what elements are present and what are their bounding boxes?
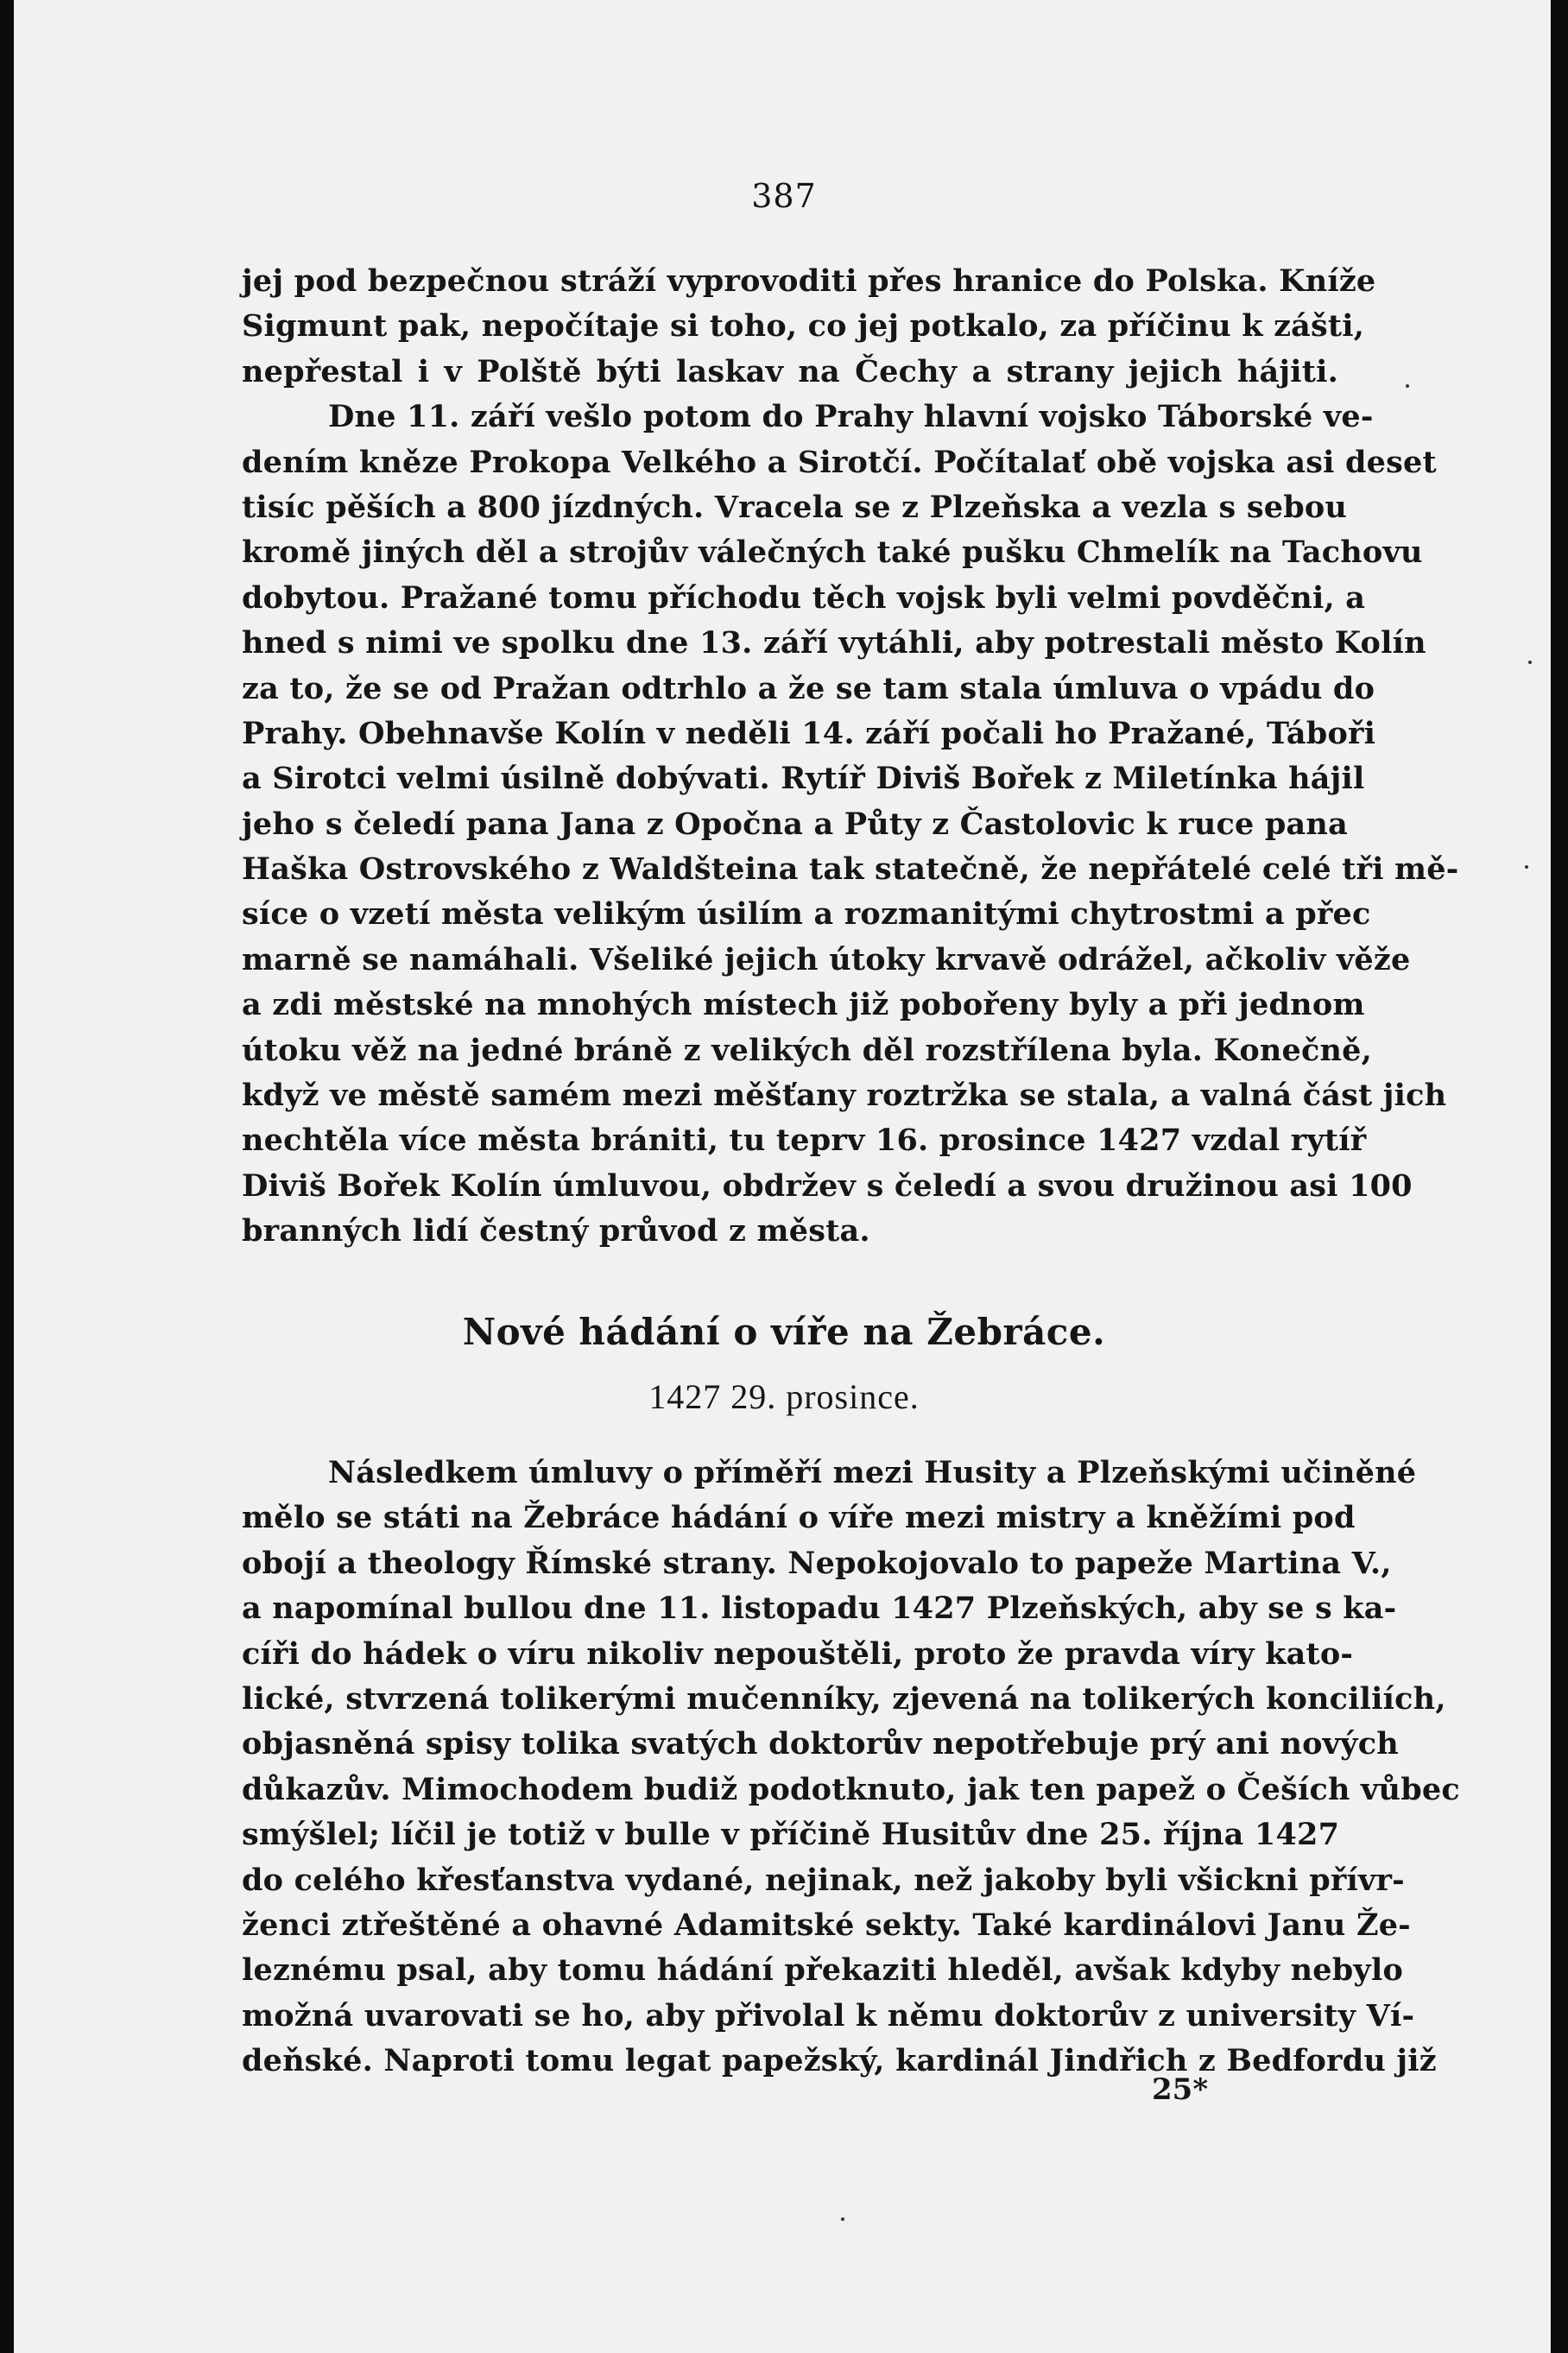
text-line: Sigmunt pak, nepočítaje si toho, co jej potkalo, za příčinu k zášti, bbox=[242, 308, 1365, 345]
text-line: leznému psal, aby tomu hádání překaziti hleděl, avšak kdyby nebylo bbox=[242, 1952, 1403, 1989]
text-line: a napomínal bullou dne 11. listopadu 1427 Plzeňských, aby se s ka- bbox=[242, 1591, 1397, 1627]
page-number: 387 bbox=[751, 177, 817, 215]
text-line: objasněná spisy tolika svatých doktorův nepotřebuje prý ani nových bbox=[242, 1726, 1399, 1762]
text-line: marně se namáhali. Všeliké jejich útoky krvavě odrážel, ačkoliv věže bbox=[242, 941, 1411, 977]
section-date: 1427 29. prosince. bbox=[648, 1377, 920, 1416]
text-line: Dne 11. září vešlo potom do Prahy hlavní vojsko Táborské ve- bbox=[328, 399, 1374, 435]
text-line: deňské. Naproti tomu legat papežský, kardinál Jindřich z Bedfordu již bbox=[242, 2043, 1437, 2079]
text-line: Následkem úmluvy o příměří mezi Husity a Plzeňskými učiněné bbox=[328, 1455, 1417, 1490]
text-line: mělo se státi na Žebráce hádání o víře mezi mistry a kněžími pod bbox=[242, 1500, 1356, 1536]
text-line: Haška Ostrovského z Waldšteina tak statečně, že nepřátelé celé tři mě- bbox=[242, 851, 1459, 888]
signature-mark: 25* bbox=[1152, 2072, 1209, 2107]
text-line: nepřestal i v Polště býti laskav na Čechy a strany jejich hájiti. bbox=[242, 353, 1338, 389]
text-line: dobytou. Pražané tomu příchodu těch vojsk byli velmi povděčni, a bbox=[242, 579, 1366, 616]
text-line: obojí a theology Římské strany. Nepokojovalo to papeže Martina V., bbox=[242, 1545, 1392, 1581]
text-line: důkazův. Mimochodem budiž podotknuto, jak ten papež o Češích vůbec bbox=[242, 1771, 1460, 1807]
text-line: cíři do hádek o víru nikoliv nepouštěli, proto že pravda víry kato- bbox=[242, 1635, 1354, 1672]
text-line: ženci ztřeštěné a ohavné Adamitské sekty. Také kardinálovi Janu Že- bbox=[242, 1907, 1411, 1943]
text-line: tisíc pěších a 800 jízdných. Vracela se z Plzeňska a vezla s sebou bbox=[242, 489, 1348, 525]
text-line: a Sirotci velmi úsilně dobývati. Rytíř Diviš Bořek z Miletínka hájil bbox=[242, 761, 1365, 797]
text-line: branných lidí čestný průvod z města. bbox=[242, 1213, 870, 1249]
paragraph-zebrak-debate bbox=[242, 1451, 1460, 2084]
text-line: jej pod bezpečnou stráží vyprovoditi přes hranice do Polska. Kníže bbox=[242, 263, 1376, 299]
paragraph-kolin-siege bbox=[242, 259, 1459, 1255]
scan-speck bbox=[1525, 865, 1528, 869]
text-line: hned s nimi ve spolku dne 13. září vytáhli, aby potrestali město Kolín bbox=[242, 625, 1426, 661]
text-line: a zdi městské na mnohých místech již pobořeny byly a při jednom bbox=[242, 987, 1365, 1023]
section-heading: Nové hádání o víře na Žebráce. bbox=[462, 1311, 1106, 1353]
text-line: když ve městě samém mezi měšťany roztržka se stala, a valná část jich bbox=[242, 1078, 1447, 1114]
text-line: síce o vzetí města velikým úsilím a rozmanitými chytrostmi a přec bbox=[242, 896, 1371, 933]
text-line: možná uvarovati se ho, aby přivolal k němu doktorův z university Ví- bbox=[242, 1997, 1415, 2034]
text-line: jeho s čeledí pana Jana z Opočna a Půty z Častolovic k ruce pana bbox=[242, 806, 1348, 842]
text-line: útoku věž na jedné bráně z velikých děl rozstřílena byla. Konečně, bbox=[242, 1032, 1373, 1068]
text-line: do celého křesťanstva vydané, nejinak, než jakoby byli všickni přívr- bbox=[242, 1862, 1405, 1898]
scan-speck bbox=[841, 2217, 844, 2221]
text-line: dením kněze Prokopa Velkého a Sirotčí. Počítalať obě vojska asi deset bbox=[242, 444, 1437, 480]
scan-border-left bbox=[0, 0, 14, 2353]
text-line: za to, že se od Pražan odtrhlo a že se tam stala úmluva o vpádu do bbox=[242, 670, 1375, 706]
scan-speck bbox=[1406, 384, 1409, 388]
scan-border-right bbox=[1551, 0, 1568, 2353]
text-line: kromě jiných děl a strojův válečných také pušku Chmelík na Tachovu bbox=[242, 534, 1423, 571]
text-line: Diviš Bořek Kolín úmluvou, obdržev s čeledí a svou družinou asi 100 bbox=[242, 1167, 1413, 1204]
text-line: smýšlel; líčil je totiž v bulle v příčině Husitův dne 25. října 1427 bbox=[242, 1817, 1340, 1853]
scan-speck bbox=[1528, 661, 1532, 664]
text-line: Prahy. Obehnavše Kolín v neděli 14. září počali ho Pražané, Táboři bbox=[242, 715, 1376, 751]
text-line: nechtěla více města brániti, tu teprv 16. prosince 1427 vzdal rytíř bbox=[242, 1123, 1367, 1159]
text-line: lické, stvrzená tolikerými mučenníky, zjevená na tolikerých konciliích, bbox=[242, 1680, 1446, 1717]
